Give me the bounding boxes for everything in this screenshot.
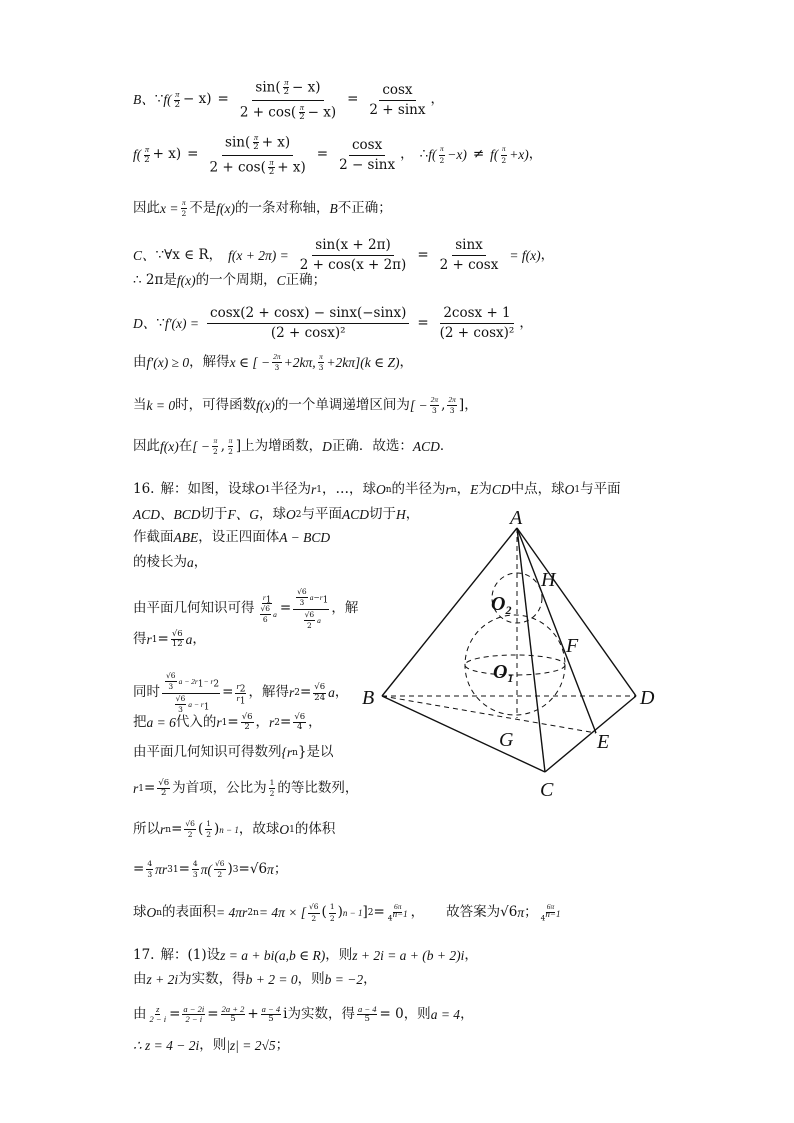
optionB-line1: B、 ∵ f( $\frac{\pi}{2}$ − x) = sin( $\frac{\pi}{2}$ − x) 2 + cos( $\frac{\pi}{2}$ − x) = $\frac{\cos x}{2 + \sin x}$ ， [133,77,444,123]
q16-number: 16. [133,481,155,497]
edge-CD [545,696,636,772]
sphere-O1 [465,615,565,715]
label-A: A [510,510,523,529]
q16-line1: 16. 解：如图，设球 O 1 半径为 r 1 ，…，球 O n 的半径为 r n ， E 为 CD 中点，球 O 1 与平面 [133,481,621,497]
q17-line3: 由 $\frac{z}{2 - i}$ = $\frac{a - 2i}{2 - i}$ = $\frac{2a + 2}{5}$ + $\frac{a - 4}{5}$ i为实数，得 $\frac{a - 4}{5}$ = 0 ，则 a = 4 ， [133,1004,474,1025]
optionC-line1: C、 ∵∀x ∈ R， f(x + 2π) = $\frac{\sin(x + 2\pi)}{2 + \cos(x + 2\pi)}$ = $\frac{\sin x}{2 + \cos x}$ = f(x) ， [133,237,555,273]
label-D: D [640,687,655,709]
optionD-line1: D、 ∵ f′(x) = $\frac{\cos x(2 + \cos x) - \sin x(-\sin x)}{\text{(2 + cosx)²}}$ = $\frac{2\cos x + 1}{\text{(2 + cosx)²}}$ ， [133,305,533,341]
q16-line12: = $\frac{4}{3}$ πr 3 1 = $\frac{4}{3}$ π( $\frac{√6}{2}$ ) 3 = √6 π ； [133,859,288,880]
label-B: B [362,687,375,709]
q16-line13: 球 O n 的表面积 = 4πr 2 n = 4π × [ $\frac{√6}{2}$ ( $\frac{1}{2}$ ) n − 1 ] 2 = $\frac{6\pi}{4^{n-1}}$ ， 故答案为 √6 π ； $\frac{6\pi}{4^{n-1}}$ [133,902,561,923]
edge-BC [382,696,545,772]
label-O2: $O_2$ [491,593,512,617]
fraction-sin-over-cos: sin( $\frac{\pi}{2}$ − x) 2 + cos( $\frac{\pi}{2}$ − x) [239,77,337,123]
optionB-conclusion: 因此 x = $\frac{\pi}{2}$ 不是 f(x) 的一条对称轴， B 不正确； [133,198,392,219]
label-C: C [540,779,554,800]
q16-line5: 由平面几何知识可得 $r_1$ $\frac{√6}{6}$ a = $\frac{√6}{3}$ $a-r_1$ $\frac{√6}{2}$ a ，解 [133,587,359,630]
optionD-k0: 当 k = 0 时，可得函数 f(x) 的一个单调递增区间为 [ − $\frac{2\pi}{3}$ , $\frac{2\pi}{3}$ ]， [133,395,478,416]
label-F: F [566,635,579,657]
tetrahedron-figure [360,510,670,800]
q17-line2: 由 z + 2i 为实数，得 b + 2 = 0 ，则 b = −2 ， [133,971,377,987]
q16-line7: 同时 $\frac{√6}{3}$ $a - 2r_1- r_2$ $\frac{√6}{3}$ $a - r_1$ = $\frac{r_2}{r_1}$ ，解得 r 2 = $\frac{√6}{24}$ a ， [133,671,349,714]
q16-line4: 的棱长为 a ， [133,554,208,570]
q16-line8: 把 a = 6 代入的 r 1 = $\frac{√6}{2}$ ， r 2 = $\frac{√6}{4}$ ， [133,712,322,733]
q16-line10: r 1 = $\frac{√6}{2}$ 为首项，公比为 $\frac{1}{2}$ 的等比数列， [133,778,359,799]
q16-line2: ACD、BCD 切于 F、G ，球 O 2 与平面 ACD 切于 H ， [133,506,420,522]
q16-line6: 得 r 1 = $\frac{√6}{12}$ a ， [133,629,206,650]
q16-line9: 由平面几何知识可得数列 {r n }是以 [133,744,334,760]
label-O1: $O_1$ [493,661,514,685]
optionD-final: 因此 f(x) 在 [ − $\frac{\pi}{2}$ , $\frac{\pi}{2}$ ]上为增函数， D 正确．故选： ACD ． [133,436,454,457]
q17-number: 17. [133,947,155,963]
optionC-period: ∴ 2π 是 f(x) 的一个周期， C 正确； [133,272,327,288]
label-G: G [499,729,514,751]
q16-line3: 作截面 ABE ，设正四面体 A − BCD [133,529,331,545]
label-E: E [597,731,610,753]
sphere-O1-equator [465,655,565,675]
optionB-label: B、 [133,92,155,108]
because-symbol: ∵ [154,91,164,108]
q16-line11: 所以 r n = $\frac{√6}{2}$ ( $\frac{1}{2}$ ) n − 1 ，故球 O 1 的体积 [133,819,336,840]
q17-line4: ∴ z = 4 − 2i ，则 |z| = 2√5 ； [133,1037,290,1053]
optionD-solve: 由 f′(x) ≥ 0 ，解得 x ∈ [ − $\frac{2\pi}{3}$ +2kπ, $\frac{\pi}{3}$ +2kπ](k ∈ Z) ， [133,352,413,373]
q17-line1: 17. 解：(1)设 z = a + bi(a,b ∈ R) ，则 z + 2i = a + (b + 2)i ， [133,947,478,963]
edge-AD [517,528,636,696]
segment-BE-hidden [382,696,596,733]
label-H: H [541,569,556,591]
optionB-line2: f( $\frac{\pi}{2}$ + x) = sin( $\frac{\pi}{2}$ + x) 2 + cos( $\frac{\pi}{2}$ + x) = $\frac{\cos x}{2 - \sin x}$ ， ∴ f( $\frac{\pi}{2}$ −x) ≠ f( $\frac{\pi}{2}$ +x) ， [133,132,543,178]
